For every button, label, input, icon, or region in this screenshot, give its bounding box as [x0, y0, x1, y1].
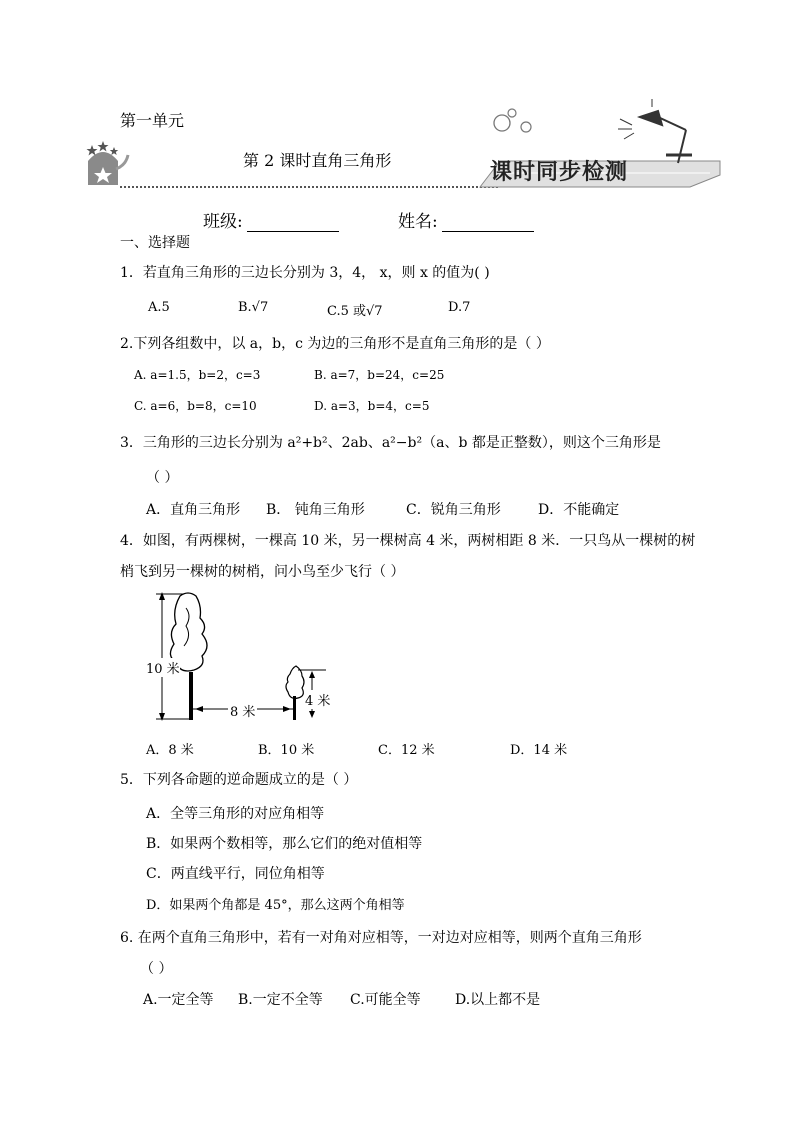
name-label: 姓名: — [398, 212, 438, 232]
q1-option-a: A.5 — [148, 300, 170, 315]
class-label: 班级: — [203, 212, 243, 232]
q5-option-b: B．如果两个数相等，那么它们的绝对值相等 — [146, 836, 423, 852]
lesson-title: 第 2 课时直角三角形 — [243, 151, 392, 170]
q5-option-a: A．全等三角形的对应角相等 — [146, 806, 325, 822]
q4-option-a: A．8 米 — [146, 743, 194, 758]
banner-title: 课时同步检测 — [490, 159, 629, 185]
q3-option-a: A．直角三角形 — [146, 502, 241, 518]
class-field — [203, 207, 339, 232]
question-5-stem: 5．下列各命题的逆命题成立的是（ ） — [120, 772, 358, 788]
q1-option-b: B.√7 — [238, 300, 269, 315]
question-6-stem-cont: （ ） — [140, 961, 173, 977]
q2-option-d: D. a=3，b=4，c=5 — [314, 399, 430, 413]
q5-option-c: C．两直线平行，同位角相等 — [146, 866, 325, 882]
section-title: 一、选择题 — [120, 235, 190, 251]
question-1-stem: 1．若直角三角形的三边长分别为 3，4， x，则 x 的值为( ) — [120, 265, 490, 281]
name-blank[interactable] — [442, 215, 534, 232]
q2-option-b: B. a=7，b=24，c=25 — [314, 368, 445, 382]
question-4-stem: 4．如图，有两棵树，一棵高 10 米，另一棵树高 4 米，两树相距 8 米．一只鸟从一棵树的树 — [120, 533, 696, 549]
short-tree-height-label: 4 米 — [305, 690, 330, 709]
distance-label: 8 米 — [228, 701, 257, 720]
question-3-stem: 3．三角形的三边长分别为 a²+b²、2ab、a²−b²（a、b 都是正整数），则这个三角形是 — [120, 435, 661, 451]
q6-option-b: B.一定不全等 — [238, 992, 323, 1008]
question-2-stem: 2.下列各组数中，以 a，b，c 为边的三角形不是直角三角形的是（ ） — [120, 336, 550, 352]
short-tree-icon — [286, 666, 304, 720]
q6-option-a: A.一定全等 — [143, 992, 214, 1008]
q3-option-d: D．不能确定 — [538, 502, 620, 518]
q6-option-c: C.可能全等 — [350, 992, 421, 1008]
tall-tree-icon — [170, 593, 207, 720]
name-field — [398, 207, 534, 232]
q6-option-d: D.以上都不是 — [455, 992, 541, 1008]
lamp-icon — [618, 99, 692, 163]
q3-option-b: B． 钝角三角形 — [266, 502, 365, 518]
q2-option-a: A. a=1.5，b=2，c=3 — [134, 368, 261, 382]
tall-tree-height-label: 10 米 — [146, 658, 180, 677]
q3-option-c: C．锐角三角形 — [406, 502, 501, 518]
q1-option-c: C.5 或√7 — [327, 304, 383, 319]
question-4-stem-cont: 梢飞到另一棵树的树梢，问小鸟至少飞行（ ） — [120, 564, 405, 580]
question-6-stem: 6. 在两个直角三角形中，若有一对角对应相等，一对边对应相等，则两个直角三角形 — [120, 930, 642, 946]
question-3-stem-cont: （ ） — [146, 470, 179, 486]
q4-option-d: D．14 米 — [510, 743, 568, 758]
q2-option-c: C. a=6，b=8，c=10 — [134, 399, 257, 413]
bubble-icon — [494, 109, 531, 132]
unit-label: 第一单元 — [120, 111, 185, 130]
q4-option-b: B．10 米 — [258, 743, 315, 758]
q4-option-c: C．12 米 — [378, 743, 435, 758]
star-badge-icon — [87, 141, 129, 185]
q1-option-d: D.7 — [448, 300, 471, 315]
class-blank[interactable] — [247, 215, 339, 232]
q5-option-d: D．如果两个角都是 45°，那么这两个角相等 — [146, 898, 405, 913]
